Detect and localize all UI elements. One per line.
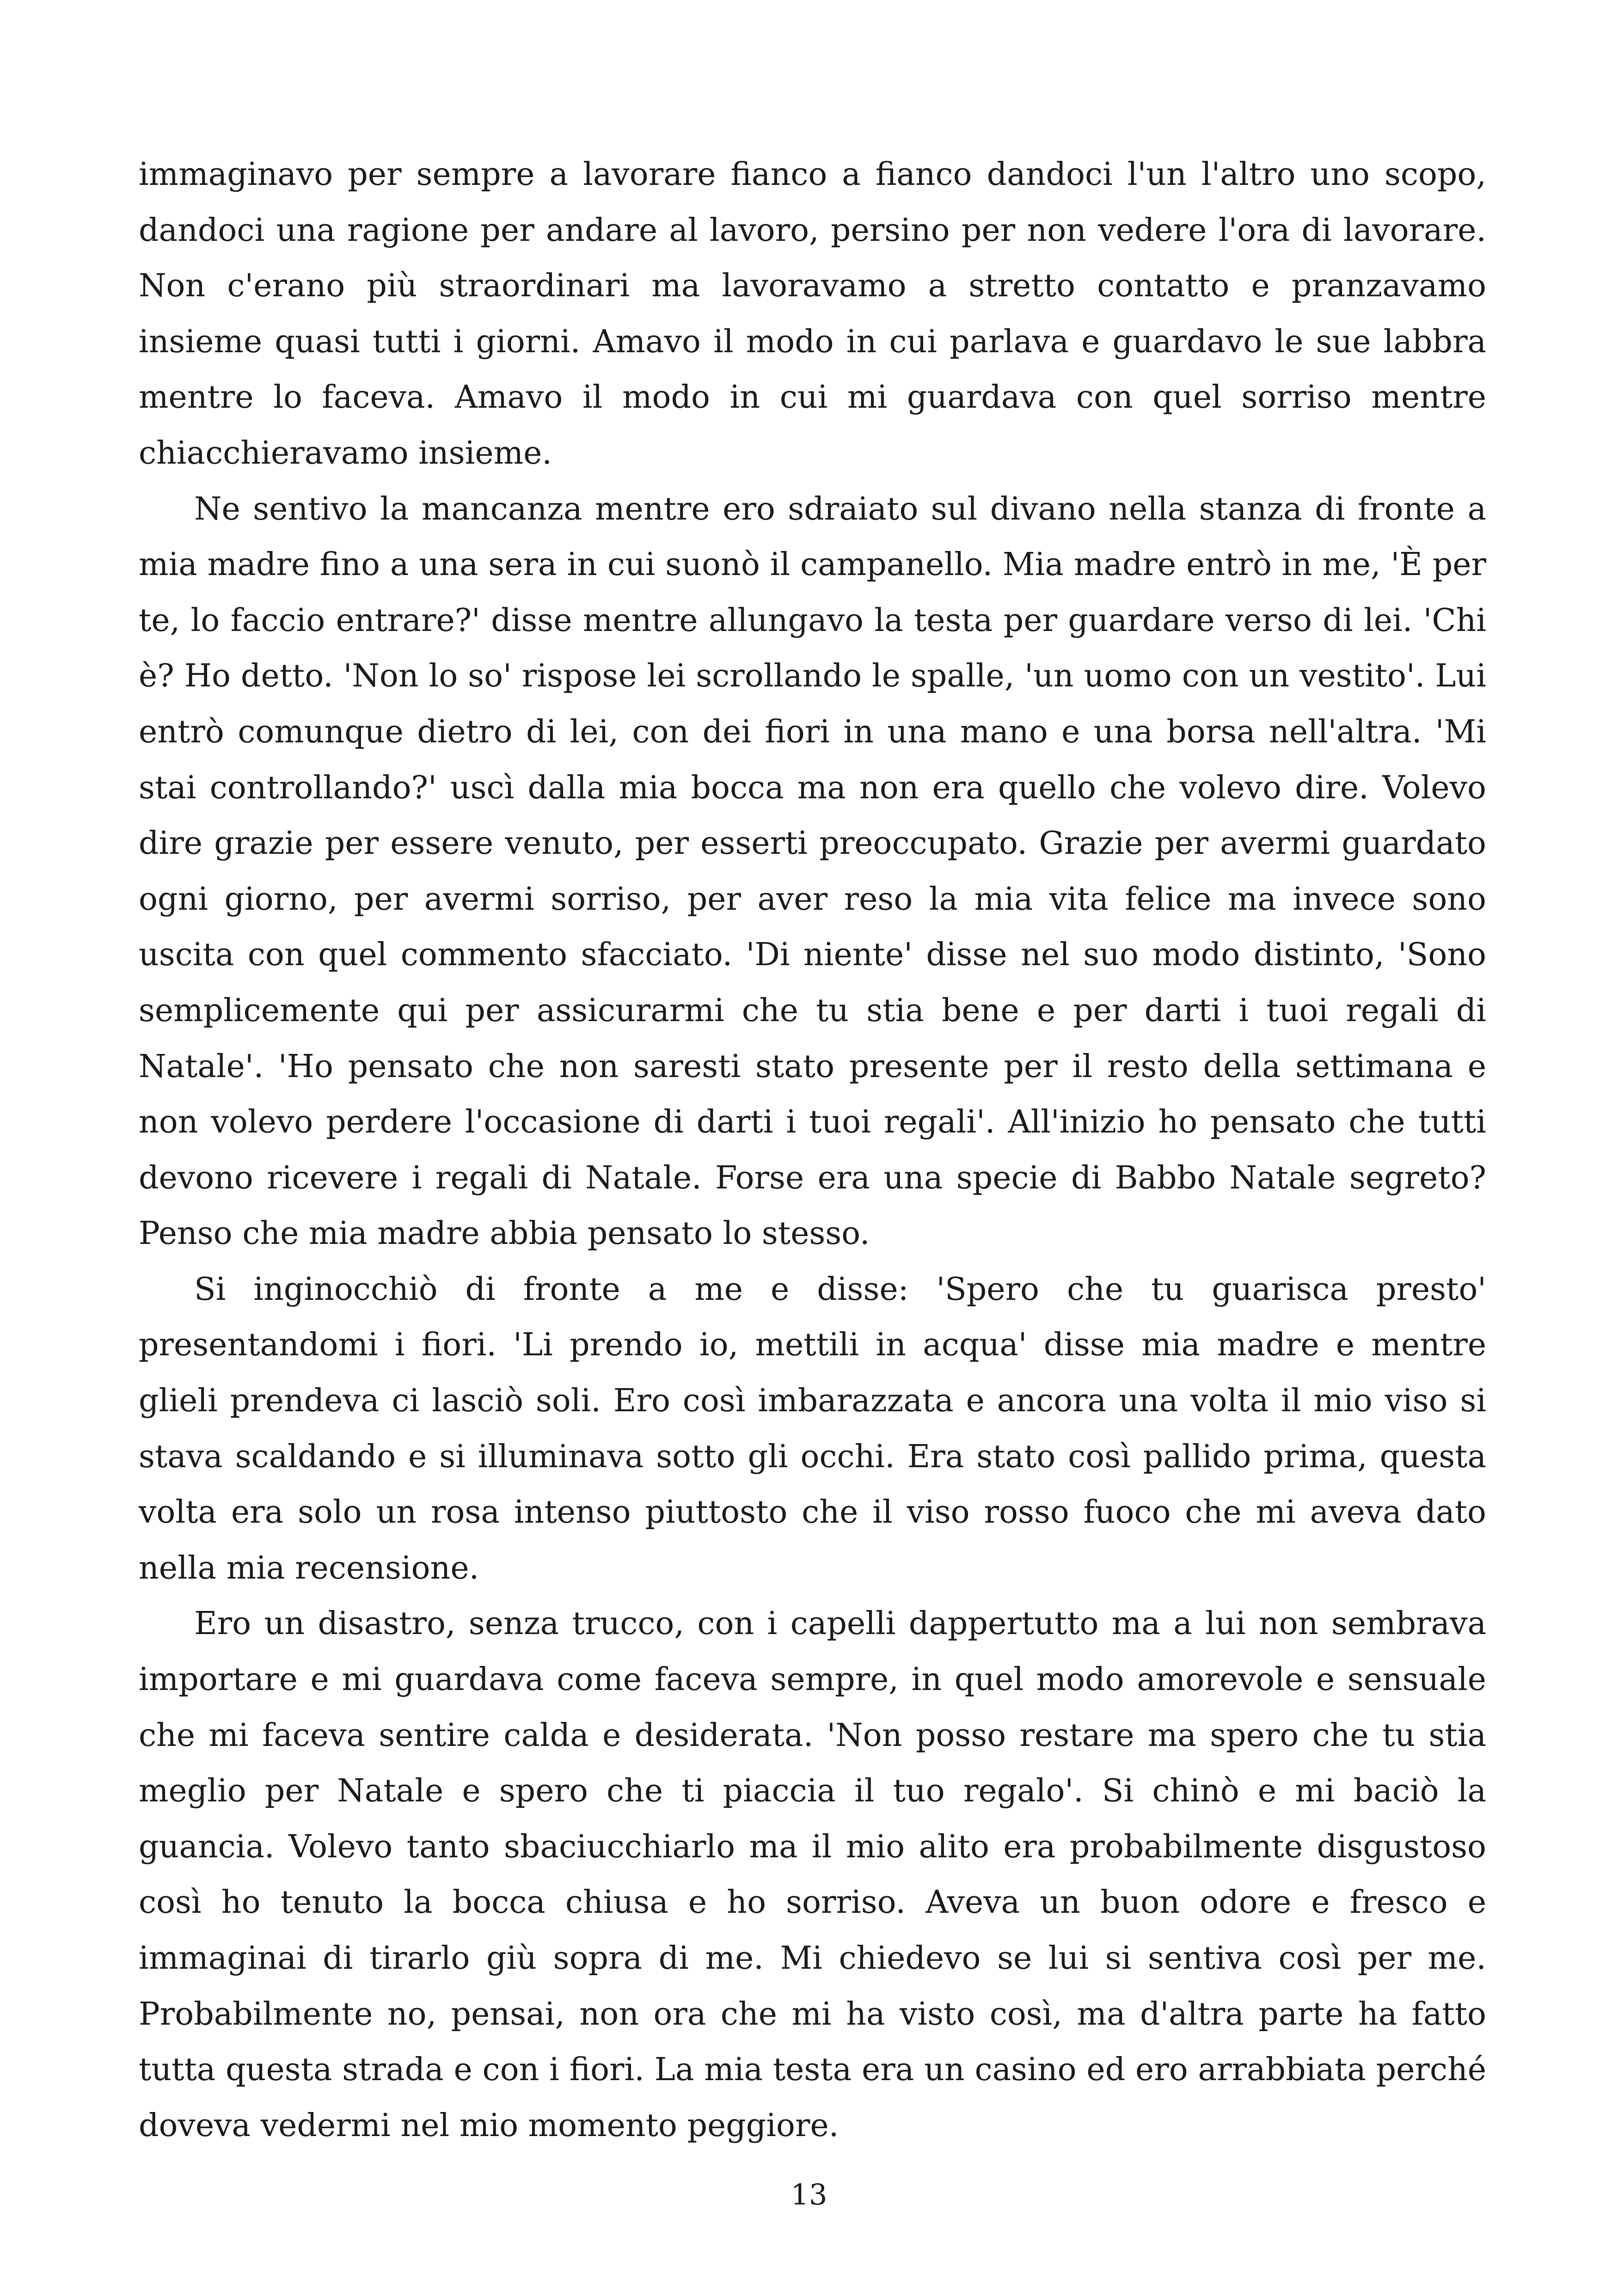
paragraph-1: immaginavo per sempre a lavorare fianco a fianco dandoci l'un l'altro uno scopo, dandoci una ragione per andare al lavoro, persino per non vedere l'ora di lavorare. Non c'erano più straordinari ma lavoravamo a stretto contatto e pranzavamo insieme quasi tutti i giorni. Amavo il modo in cui parlava e guardavo le sue labbra mentre lo faceva. Amavo il modo in cui mi guardava con quel sorriso mentre chiacchieravamo insieme. <box>139 156 1486 471</box>
body-text <box>139 147 1486 2154</box>
paragraph-4: Ero un disastro, senza trucco, con i capelli dappertutto ma a lui non sembrava importare e mi guardava come faceva sempre, in quel modo amorevole e sensuale che mi faceva sentire calda e desiderata. 'Non posso restare ma spero che tu stia meglio per Natale e spero che ti piaccia il tuo regalo'. Si chinò e mi baciò la guancia. Volevo tanto sbaciucchiarlo ma il mio alito era probabilmente disgustoso così ho tenuto la bocca chiusa e ho sorriso. Aveva un buon odore e fresco e immaginai di tirarlo giù sopra di me. Mi chiedevo se lui si sentiva così per me. Probabilmente no, pensai, non ora che mi ha visto così, ma d'altra parte ha fatto tutta questa strada e con i fiori. La mia testa era un casino ed ero arrabbiata perché doveva vedermi nel mio momento peggiore. <box>139 1605 1486 2144</box>
paragraph-3: Si inginocchiò di fronte a me e disse: 'Spero che tu guarisca presto' presentandomi i fiori. 'Li prendo io, mettili in acqua' disse mia madre e mentre glieli prendeva ci lasciò soli. Ero così imbarazzata e ancora una volta il mio viso si stava scaldando e si illuminava sotto gli occhi. Era stato così pallido prima, questa volta era solo un rosa intenso piuttosto che il viso rosso fuoco che mi aveva dato nella mia recensione. <box>139 1271 1486 1586</box>
page-number: 13 <box>791 2178 827 2211</box>
paragraph-2: Ne sentivo la mancanza mentre ero sdraiato sul divano nella stanza di fronte a mia madre fino a una sera in cui suonò il campanello. Mia madre entrò in me, 'È per te, lo faccio entrare?' disse mentre allungavo la testa per guardare verso di lei. 'Chi è? Ho detto. 'Non lo so' rispose lei scrollando le spalle, 'un uomo con un vestito'. Lui entrò comunque dietro di lei, con dei fiori in una mano e una borsa nell'altra. 'Mi stai controllando?' uscì dalla mia bocca ma non era quello che volevo dire. Volevo dire grazie per essere venuto, per esserti preoccupato. Grazie per avermi guardato ogni giorno, per avermi sorriso, per aver reso la mia vita felice ma invece sono uscita con quel commento sfacciato. 'Di niente' disse nel suo modo distinto, 'Sono semplicemente qui per assicurarmi che tu stia bene e per darti i tuoi regali di Natale'. 'Ho pensato che non saresti stato presente per il resto della settimana e non volevo perdere l'occasione di darti i tuoi regali'. All'inizio ho pensato che tutti devono ricevere i regali di Natale. Forse era una specie di Babbo Natale segreto? Penso che mia madre abbia pensato lo stesso. <box>139 490 1486 1252</box>
